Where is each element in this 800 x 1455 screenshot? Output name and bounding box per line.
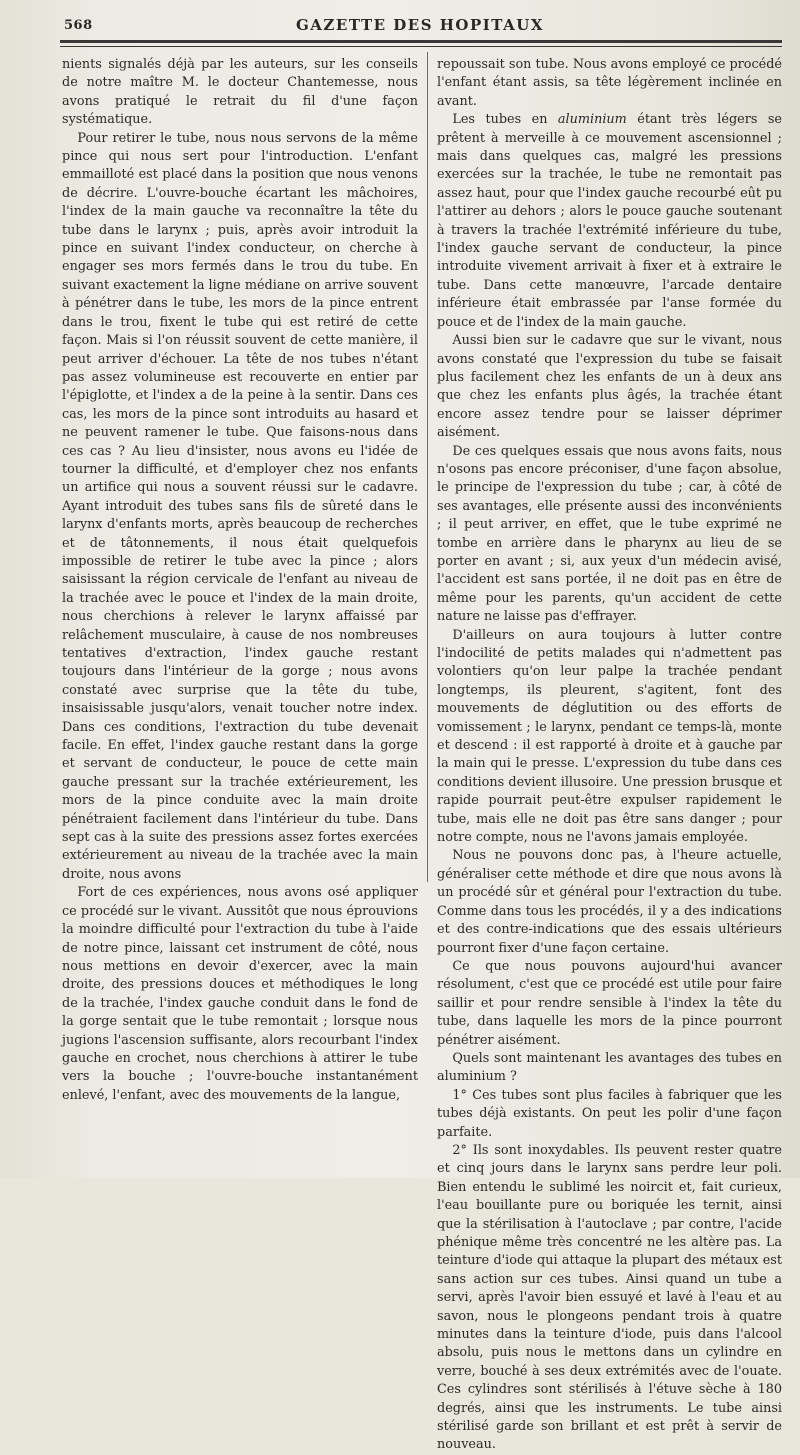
paragraph: repoussait son tube. Nous avons employé ce procédé l'enfant étant assis, sa tête légèrement inclinée en avant. — [437, 57, 782, 109]
journal-title: GAZETTE DES HOPITAUX — [295, 16, 544, 34]
header-rule-thin — [60, 46, 782, 47]
paragraph: D'ailleurs on aura toujours à lutter contre l'indocilité de petits malades qui n'admettent pas volontiers qu'on leur palpe la trachée pendant longtemps, ils pleurent, s'agitent, font des mouvements de déglutition ou des efforts de vomissement ; le larynx, pendant ce temps-là, monte et descend : il est rapporté à droite et à gauche par la main qui le presse. L'expression du tube dans ces conditions devient illusoire. Une pression brusque et rapide pourrait peut-être expulser rapidement le tube, mais elle ne doit pas être sans danger ; pour notre compte, nous ne l'avons jamais employée. — [437, 627, 782, 846]
left-column — [62, 56, 418, 1123]
paragraph: 2° Ils sont inoxydables. Ils peuvent rester quatre et cinq jours dans le larynx sans perdre leur poli. Bien entendu le sublimé les noircit et, fait curieux, l'eau bouillante pure ou boriquée les ternit, ainsi que la stérilisation à l'autoclave ; par contre, l'acide phénique même très concentré ne les altère pas. La teinture d'iode qui attaque la plupart des métaux est sans action sur ces tubes. Ainsi quand un tube a servi, après l'avoir bien essuyé et lavé à l'eau et au savon, nous le plongeons pendant trois à quatre minutes dans la teinture d'iode, puis dans l'alcool absolu, puis nous le mettons dans un cylindre en verre, bouché à ses deux extrémités avec de l'ouate. Ces cylindres sont stérilisés à l'étuve sèche à 180 degrés, ainsi que les instruments. Le tube ainsi stérilisé garde son brillant et est prêt à servir de nouveau. — [437, 1142, 782, 1453]
page-header — [60, 14, 780, 36]
right-column — [437, 56, 782, 1455]
emphasis-text: aluminium — [557, 112, 627, 128]
column-divider — [427, 52, 428, 882]
paragraph: Pour retirer le tube, nous nous servons de la même pince qui nous sert pour l'introduction. L'enfant emmailloté est placé dans la position que nous venons de décrire. L'ouvre-bouche écartant les mâchoires, l'index de la main gauche va reconnaître la tête du tube dans le larynx ; puis, après avoir introduit la pince en suivant l'index conducteur, on cherche à engager ses mors fermés dans le trou du tube. En suivant exactement la ligne médiane on arrive souvent à pénétrer dans le tube, les mors de la pince entrent dans le trou, fixent le tube qui est retiré de cette façon. Mais si l'on réussit souvent de cette manière, il peut arriver d'échouer. La tête de nos tubes n'étant pas assez volumineuse est recouverte en entier par l'épiglotte, et l'index a de la peine à la sentir. Dans ces cas, les mors de la pince sont introduits au hasard et ne peuvent ramener le tube. Que faisons-nous dans ces cas ? Au lieu d'insister, nous avons eu l'idée de tourner la difficulté, et d'employer chez nos enfants un artifice qui nous a souvent réussi sur le cadavre. Ayant introduit des tubes sans fils de sûreté dans le larynx d'enfants morts, après beaucoup de recherches et de tâtonnements, il nous était quelquefois impossible de retirer le tube avec la pince ; alors saisissant la région cervicale de l'enfant au niveau de la trachée avec le pouce et l'index de la main droite, nous cherchions à relever le larynx affaissé par relâchement musculaire, à cause de nos nombreuses tentatives d'extraction, l'index gauche restant toujours dans l'intérieur de la gorge ; nous avons constaté avec surprise que la tête du tube, insaisissable jusqu'alors, venait toucher notre index. Dans ces conditions, l'extraction du tube devenait facile. En effet, l'index gauche restant dans la gorge et servant de conducteur, le pouce de cette main gauche pressant sur la trachée extérieurement, les mors de la pince conduite avec la main droite pénétraient facilement dans l'intérieur du tube. Dans sept cas à la suite des pressions assez fortes exercées extérieurement au niveau de la trachée avec la main droite, nous avons — [62, 130, 418, 882]
page-number: 568 — [64, 18, 93, 33]
paragraph: Nous ne pouvons donc pas, à l'heure actuelle, généraliser cette méthode et dire que nous avons là un procédé sûr et général pour l'extraction du tube. Comme dans tous les procédés, il y a des indications et des contre-indications que des essais ultérieurs pourront fixer d'une façon certaine. — [437, 848, 782, 956]
paragraph-text: Les tubes en — [452, 112, 558, 128]
paragraph: Aussi bien sur le cadavre que sur le vivant, nous avons constaté que l'expression du tube se faisait plus facilement chez les enfants de un à deux ans que chez les enfants plus âgés, la trachée étant encore assez tendre pour se laisser déprimer aisément. — [437, 333, 782, 441]
header-rule-thick — [60, 40, 782, 43]
paragraph: nients signalés déjà par les auteurs, sur les conseils de notre maître M. le docteur Chantemesse, nous avons pratiqué le retrait du fil d'une façon systématique. — [62, 57, 418, 128]
paragraph — [437, 111, 782, 332]
paragraph: 1° Ces tubes sont plus faciles à fabriquer que les tubes déjà existants. On peut les polir d'une façon parfaite. — [437, 1087, 782, 1140]
paragraph-text: Fort de ces expériences, nous avons osé appliquer ce procédé sur le vivant. Aussitôt que nous éprouvions la moindre difficulté pour l'extraction du tube à l'aide de notre pince, laissant cet instrument de côté, nous nous mettions en devoir d'exercer, avec la main droite, des pressions douces et méthodiques le long de la trachée, l'index gauche conduit dans le fond de la gorge sentait que le tube remontait ; lorsque nous jugions l'ascension suffisante, alors recourbant l'index gauche en crochet, nous cherchions à attirer le tube vers la bouche ; l'ouvre-bouche instantanément enlevé, l'enfant, avec des mouvements de la langue, — [62, 885, 418, 1103]
paragraph: De ces quelques essais que nous avons faits, nous n'osons pas encore préconiser, d'une façon absolue, le principe de l'expression du tube ; car, à côté de ses avantages, elle présente aussi des inconvénients ; il peut arriver, en effet, que le tube exprimé ne tombe en arrière dans le pharynx au lieu de se porter en avant ; si, aux yeux d'un médecin avisé, l'accident est sans portée, il ne doit pas en être de même pour les parents, qu'un accident de cette nature ne laisse pas d'effrayer. — [437, 443, 782, 625]
paragraph — [62, 884, 418, 1105]
paragraph: Quels sont maintenant les avantages des tubes en aluminium ? — [437, 1050, 782, 1085]
paragraph: Ce que nous pouvons aujourd'hui avancer résolument, c'est que ce procédé est utile pour faire saillir et pour rendre sensible à l'index la tête du tube, dans laquelle les mors de la pince pourront pénétrer aisément. — [437, 958, 782, 1048]
paragraph-text: étant très légers se prêtent à merveille à ce mouvement ascensionnel ; mais dans quelques cas, malgré les pressions exercées sur la trachée, le tube ne remontait pas assez haut, pour que l'index gauche recourbé eût pu l'attirer au dehors ; alors le pouce gauche soutenant à travers la trachée l'extrémité inférieure du tube, l'index gauche servant de conducteur, la pince introduite vivement arrivait à fixer et à extraire le tube. Dans cette manœuvre, l'arcade dentaire inférieure était embrassée par l'anse formée du pouce et de l'index de la main gauche. — [437, 112, 782, 330]
